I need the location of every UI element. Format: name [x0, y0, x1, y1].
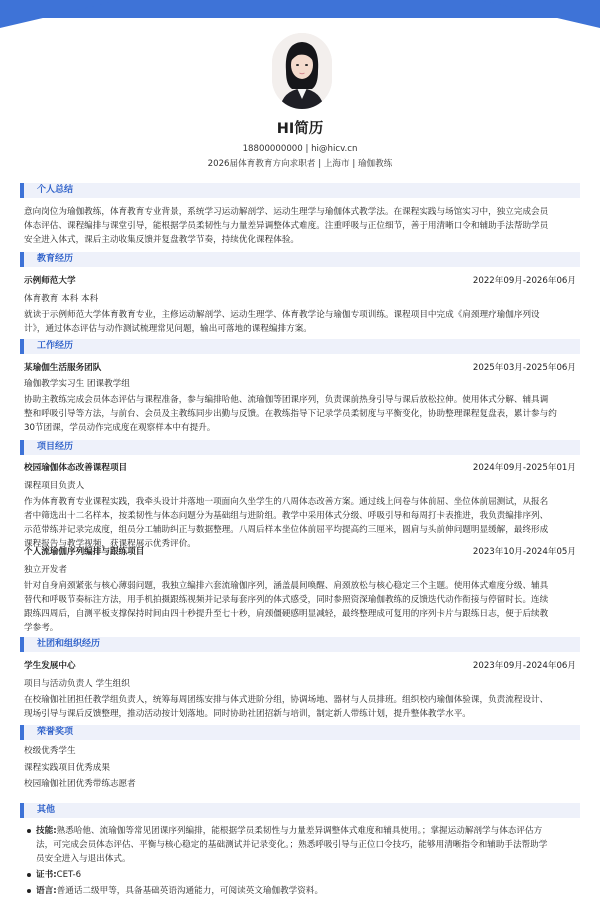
top-right-decoration	[480, 0, 600, 28]
project-date: 2023年10月-2024年05月	[472, 547, 576, 557]
degree: 体育教育 本科 本科	[24, 294, 99, 304]
project-line: 者中筛选出十二名样本，按柔韧性与体态问题分为基础组与进阶组。教学中采用体式分级、呼吸引导和每周打卡表推进，我负责编排序列、	[24, 511, 549, 521]
section-marker	[20, 803, 24, 818]
top-left-decoration	[0, 0, 120, 28]
work-role: 瑜伽教学实习生 团课教学组	[24, 379, 130, 389]
section-marker	[20, 440, 24, 455]
project-line: 作为体育教育专业课程实践，我牵头设计并落地一项面向久坐学生的八周体态改善方案。通过线上问卷与体前屈、坐位体前屈测试，从报名	[24, 497, 549, 507]
item-label: 证书:	[36, 870, 57, 880]
section-marker	[20, 252, 24, 267]
section-title: 项目经历	[37, 442, 74, 452]
project-entry	[24, 545, 576, 635]
item-text: 熟悉哈他、流瑜伽等常见团课序列编排，能根据学员柔韧性与力量差异调整体式难度和辅具使用。；掌握运动解剖学与体态评估方	[56, 826, 543, 836]
section-projects-header	[20, 440, 580, 455]
school-name: 示例师范大学	[24, 276, 76, 286]
section-title: 个人总结	[37, 185, 74, 195]
activity-role: 项目与活动负责人 学生组织	[24, 679, 130, 689]
section-marker	[20, 725, 24, 740]
honor-item: 校级优秀学生	[24, 746, 76, 756]
section-work-header	[20, 339, 580, 354]
project-line: 示范带练并记录完成度，组员分工辅助纠正与数据整理。八周后样本坐位体前屈平均提高约三厘米，圆肩与头前伸问题明显缓解，最终形成	[24, 525, 549, 535]
project-entry	[24, 461, 576, 551]
section-other-header	[20, 803, 580, 818]
section-education-header	[20, 252, 580, 267]
section-title: 其他	[37, 805, 56, 815]
honors-list	[24, 743, 576, 793]
bullet-icon	[27, 829, 31, 833]
education-date: 2022年09月-2026年06月	[472, 276, 576, 286]
project-name: 个人流瑜伽序列编排与跟练项目	[24, 547, 145, 557]
item-label: 技能:	[36, 826, 57, 836]
certificate-item	[24, 868, 576, 882]
project-role: 独立开发者	[24, 565, 67, 575]
bullet-icon	[27, 889, 31, 893]
section-title: 工作经历	[37, 341, 74, 351]
project-name: 校园瑜伽体态改善课程项目	[24, 463, 128, 473]
work-line: 30节团课，学员动作完成度在观察样本中有提升。	[24, 423, 216, 433]
section-title: 教育经历	[37, 254, 74, 264]
project-line: 跟练四周后，自测平板支撑保持时间由四十秒提升至七十秒，肩颈僵硬感明显减轻，最终整理成可复用的序列卡片与跟练日志，便于后续教	[24, 609, 549, 619]
section-title: 社团和组织经历	[37, 639, 101, 649]
section-title: 荣誉奖项	[37, 727, 74, 737]
project-line: 替代和呼吸节奏标注方法，用手机拍摄跟练视频并记录每套序列的体式感受，同时参照资深瑜伽教练的反馈迭代动作衔接与停留时长。连续	[24, 595, 549, 605]
section-marker	[20, 637, 24, 652]
work-line: 协助主教练完成会员体态评估与课程准备，参与编排哈他、流瑜伽等团课序列，负责课前热身引导与课后放松拉伸。使用体式分解、辅具调	[24, 395, 549, 405]
work-org: 某瑜伽生活服务团队	[24, 363, 102, 373]
honor-item: 课程实践项目优秀成果	[24, 762, 110, 773]
summary-line: 安全进入体式，课后主动收集反馈并复盘教学节奏，持续优化课程体验。	[24, 235, 300, 245]
section-activities-header	[20, 637, 580, 652]
summary-line: 体态评估、课程编排与课堂引导，能根据学员柔韧性与力量差异调整体式难度。注重呼吸与正位细节，善于用清晰口令和辅助手法帮助学员	[24, 221, 549, 231]
item-text: 法，可完成会员体态评估、平衡与核心稳定的基础测试并记录变化。；熟悉呼吸引导与正位口令技巧，能够用清晰指令和辅助手法帮助学	[36, 840, 548, 850]
activity-line: 在校瑜伽社团担任教学组负责人，统筹每周团练安排与体式进阶分组，协调场地、器材与人员排班。组织校内瑜伽体验课，负责流程设计、	[24, 695, 549, 705]
resume-name: HI简历	[276, 121, 324, 137]
activity-line: 现场引导与课后反馈整理，推动活动按计划落地。同时协助社团招新与培训，制定新人带练计划，提升整体教学水平。	[24, 709, 471, 719]
work-entry	[24, 361, 576, 435]
activity-entry	[24, 659, 576, 721]
contact-info: 18800000000 | hi@hicv.cn	[242, 144, 358, 154]
section-honors-header	[20, 725, 580, 740]
section-marker	[20, 183, 24, 198]
project-role: 课程项目负责人	[24, 481, 85, 491]
project-line: 针对自身肩颈紧张与核心薄弱问题，我独立编排六套流瑜伽序列，涵盖晨间唤醒、肩颈放松与核心稳定三个主题。使用体式难度分级、辅具	[24, 581, 549, 591]
item-text: 员安全进入与退出体式。	[36, 854, 131, 864]
job-intent: 2026届体育教育方向求职者 | 上海市 | 瑜伽教练	[207, 159, 393, 169]
summary-body	[24, 205, 576, 247]
education-line: 计》，通过体态评估与动作测试梳理常见问题，输出可落地的课程编排方案。	[24, 324, 312, 334]
activity-org: 学生发展中心	[24, 661, 76, 671]
work-line: 整和呼吸引导等方法，与前台、会员及主教练同步出勤与反馈。在教练指导下记录学员柔韧度与平衡变化，协助整理课程复盘表，累计参与约	[24, 409, 557, 419]
other-list	[24, 824, 576, 898]
section-summary-header	[20, 183, 580, 198]
work-date: 2025年03月-2025年06月	[472, 363, 576, 373]
language-item	[24, 884, 576, 898]
item-label: 语言:	[36, 886, 57, 896]
item-text: 普通话二级甲等，具备基础英语沟通能力，可阅读英文瑜伽教学资料。	[56, 886, 324, 896]
activity-date: 2023年09月-2024年06月	[472, 661, 576, 671]
bullet-icon	[27, 873, 31, 877]
education-line: 就读于示例师范大学体育教育专业，主修运动解剖学、运动生理学、体育教学论与瑜伽专项训练。课程项目中完成《肩颈理疗瑜伽序列设	[24, 310, 540, 320]
skills-item	[24, 824, 576, 838]
skills-item-cont	[24, 852, 576, 866]
summary-line: 意向岗位为瑜伽教练，体育教育专业背景，系统学习运动解剖学、运动生理学与瑜伽体式教学法。在课程实践与场馆实习中，独立完成会员	[24, 207, 549, 217]
item-text: CET-6	[56, 870, 82, 880]
project-line: 课程报告与教学视频，获课程展示优秀评价。	[24, 539, 196, 549]
education-entry	[24, 274, 576, 336]
project-line: 学参考。	[24, 623, 59, 633]
project-date: 2024年09月-2025年01月	[472, 463, 576, 473]
section-marker	[20, 339, 24, 354]
profile-photo	[272, 33, 332, 109]
honor-item: 校园瑜伽社团优秀带练志愿者	[24, 779, 136, 789]
skills-item-cont	[24, 838, 576, 852]
